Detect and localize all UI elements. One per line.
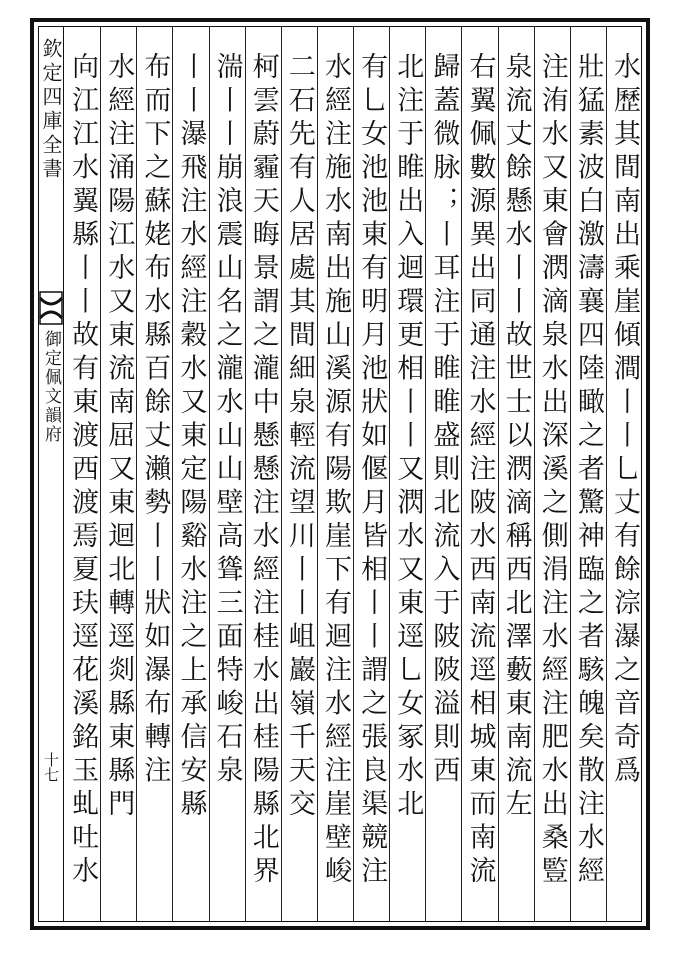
text-column: 水歷其間南出乘崖傾澗丨丨乚丈有餘淙瀑之音奇爲 bbox=[608, 52, 640, 789]
text-column: 泉流丈餘懸水丨丨故世士以㴸滴稱西北澤藪東南流左 bbox=[500, 52, 532, 823]
fish-tail-mark-icon bbox=[38, 288, 64, 328]
text-column: 柯雲蔚霾天晦景謂之瀧中懸懸注水經注桂水出桂陽縣北界 bbox=[247, 52, 279, 890]
text-column: 注洧水又東會㴸滴泉水出深溪之側涓注水經注肥水出桑䜿 bbox=[536, 52, 568, 890]
margin-volume-title: 御定佩文韻府 bbox=[41, 330, 61, 444]
page-number: 十七 bbox=[42, 752, 60, 782]
margin-book-title: 欽定四庫全書 bbox=[39, 38, 63, 182]
text-column: 湍丨丨崩浪震山名之瀧水山山壁高聳三面特峻石泉 bbox=[211, 52, 243, 789]
text-column: 歸蓋微脉；丨耳注于睢睢盛則北流入于陂陂溢則西 bbox=[428, 52, 460, 789]
text-column: 布而下之蘇姥布水縣百餘丈瀨勢丨丨狀如瀑布轉注 bbox=[139, 52, 171, 789]
text-column: 右翼佩數源異出同通注水經注陂水西南流逕相城東而南流 bbox=[464, 52, 496, 890]
text-column: 水經注涌陽江水又東流南屈又東迴北轉逕剡縣東縣門 bbox=[103, 52, 135, 823]
text-column: 水經注施水南出施山溪源有陽欺崖下有迴注水經注崖壁峻 bbox=[319, 52, 351, 890]
text-column: 壯猛素波白激濤襄四陸瞰之者驚神臨之者駭魄矣散注水經 bbox=[572, 52, 604, 890]
text-column: 向江江水翼縣丨丨故有東渡西渡焉夏玞逕花溪銘玉虬吐水 bbox=[67, 52, 99, 890]
text-column: 北注于睢出入迴環更相丨丨又㴸水又東逕乚女冢水北 bbox=[392, 52, 424, 823]
text-column: 二石先有人居處其間細泉輕流望川丨丨岨巖嶺千天交 bbox=[283, 52, 315, 823]
text-column: 丨丨瀑飛注水經注穀水又東定陽谿水注之上承信安縣 bbox=[175, 52, 207, 823]
text-column: 有乚女池池東有明月池狀如偃月皆相丨丨謂之張良渠競注 bbox=[356, 52, 388, 890]
